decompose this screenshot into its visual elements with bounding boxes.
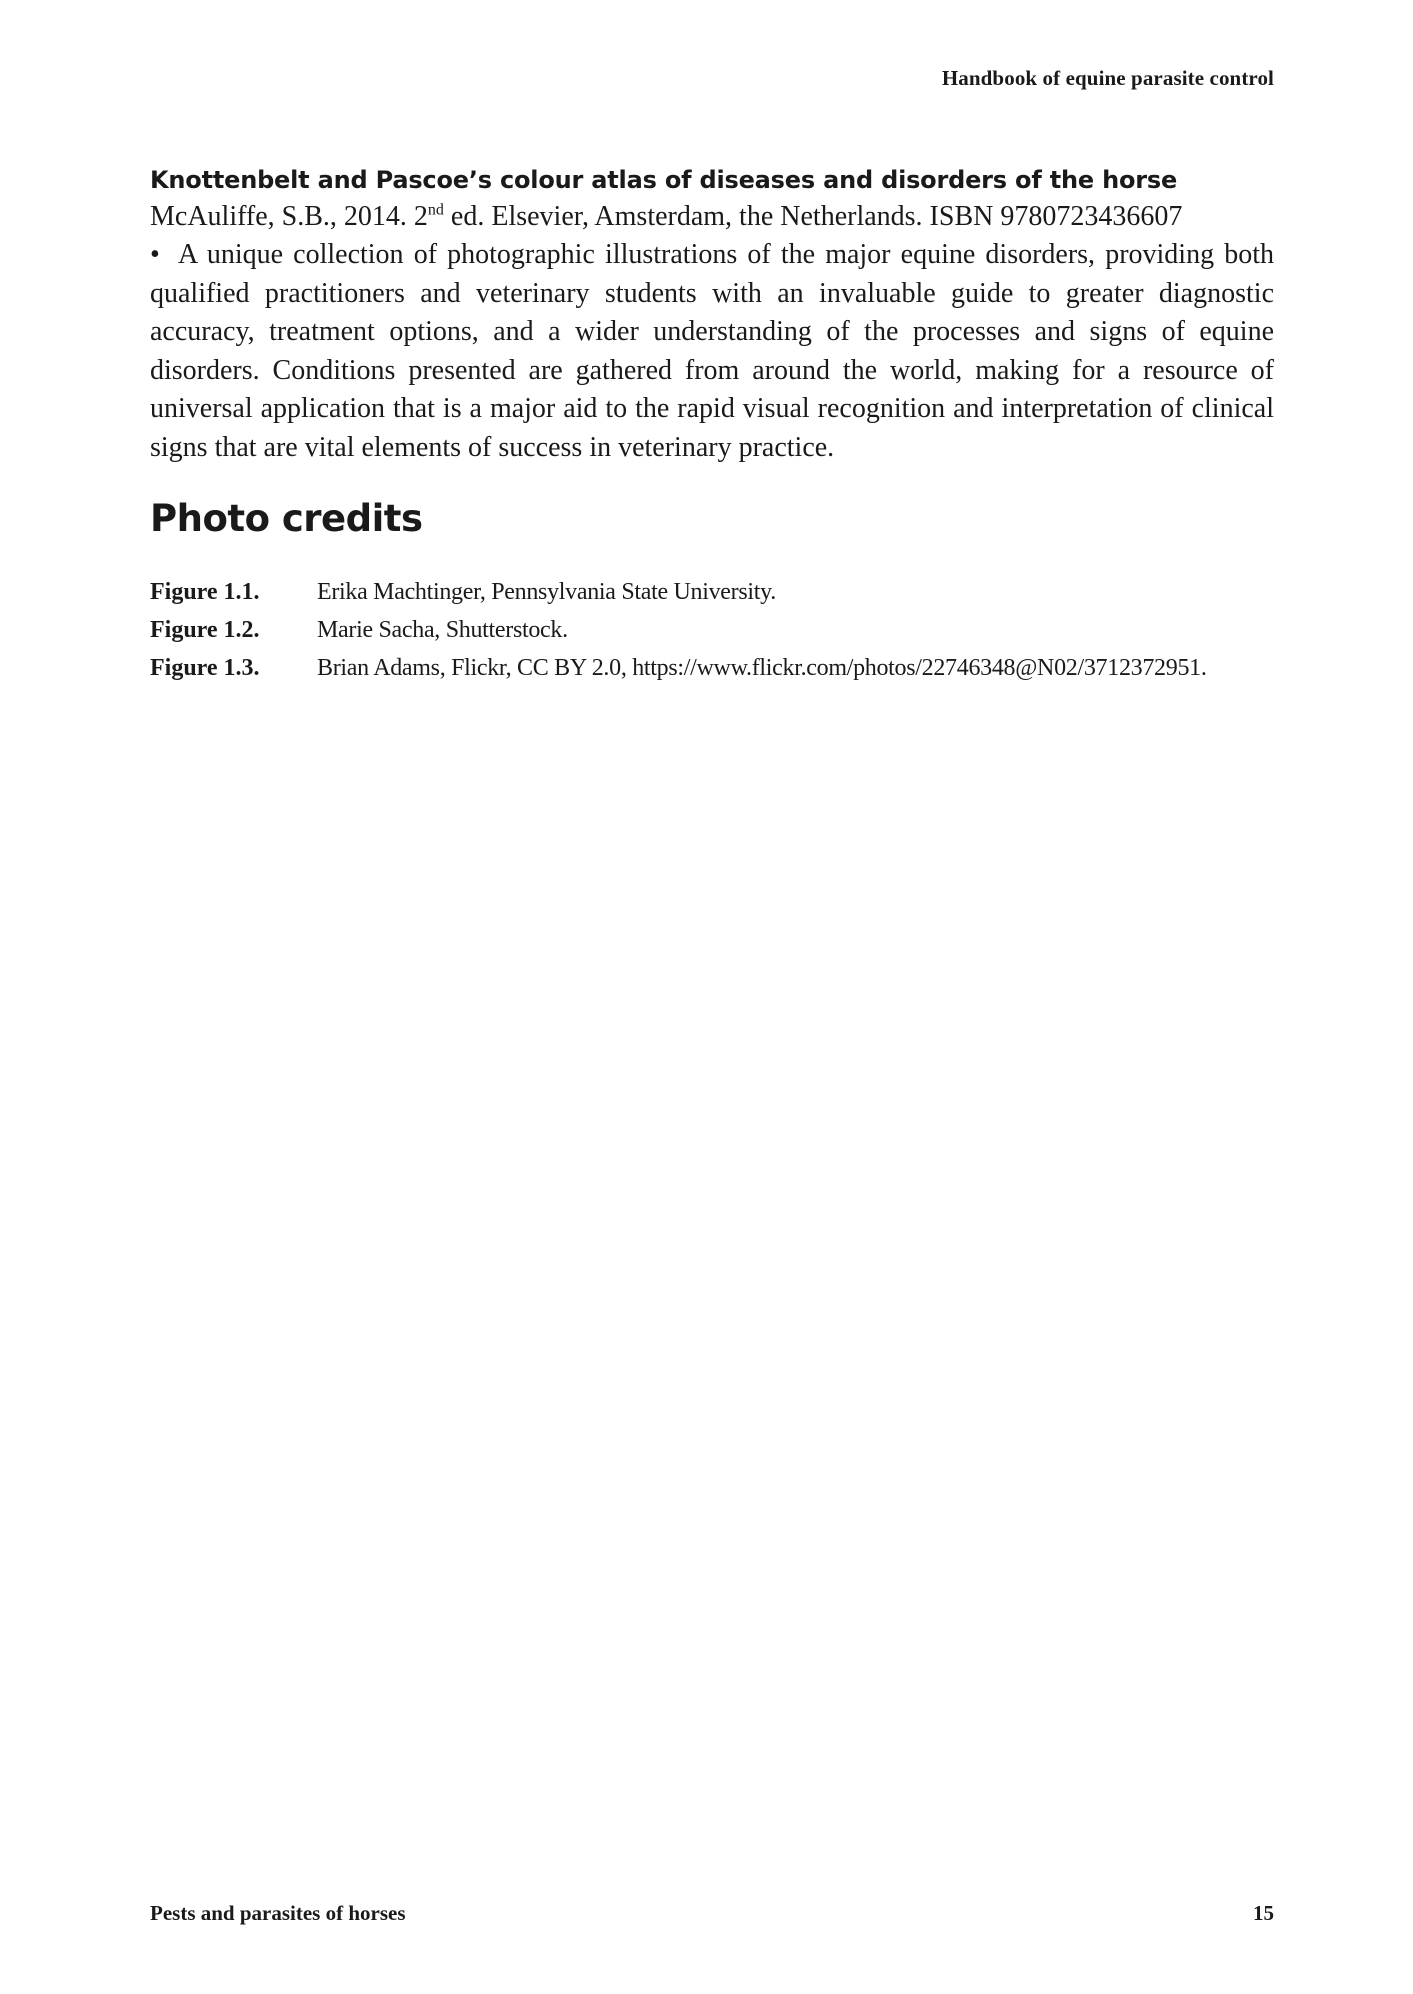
footer-book-title: Pests and parasites of horses [150, 1901, 406, 1925]
section-heading-photo-credits: Photo credits [150, 497, 423, 540]
credit-row [150, 611, 1274, 649]
credit-source: Brian Adams, Flickr, CC BY 2.0, https://www.flickr.com/photos/22746348@N02/3712372951. [317, 655, 1207, 681]
citation-text-end: ed. Elsevier, Amsterdam, the Netherlands. ISBN 9780723436607 [443, 201, 1183, 232]
photo-credits-list [150, 573, 1274, 687]
reference-entry [150, 162, 1274, 467]
citation-superscript: nd [427, 201, 444, 219]
credit-figure-label: Figure 1.2. [150, 617, 260, 643]
credit-figure-label: Figure 1.1. [150, 579, 260, 605]
reference-description [150, 236, 1274, 467]
credit-row [150, 573, 1274, 611]
credit-source: Erika Machtinger, Pennsylvania State University. [317, 579, 776, 605]
page-content [150, 162, 1274, 687]
running-header: Handbook of equine parasite control [941, 66, 1274, 90]
credit-row [150, 649, 1274, 687]
reference-description-text: A unique collection of photographic illustrations of the major equine disorders, providing both qualified practitioners and veterinary students with an invaluable guide to greater diagnostic accuracy, treatment options, and a wider understanding of the processes and signs of equine disorders. Conditions presented are gathered from around the world, making for a resource of universal application that is a major aid to the rapid visual recognition and interpretation of clinical signs that are vital elements of success in veterinary practice. [150, 239, 1274, 463]
credit-source: Marie Sacha, Shutterstock. [317, 617, 568, 643]
bullet-marker: • [150, 239, 160, 270]
citation-text-start: McAuliffe, S.B., 2014. 2 [150, 201, 428, 232]
credit-figure-label: Figure 1.3. [150, 655, 260, 681]
page-number: 15 [1253, 1901, 1274, 1925]
reference-citation [150, 198, 1274, 236]
reference-title: Knottenbelt and Pascoe’s colour atlas of diseases and disorders of the horse [150, 166, 1178, 194]
